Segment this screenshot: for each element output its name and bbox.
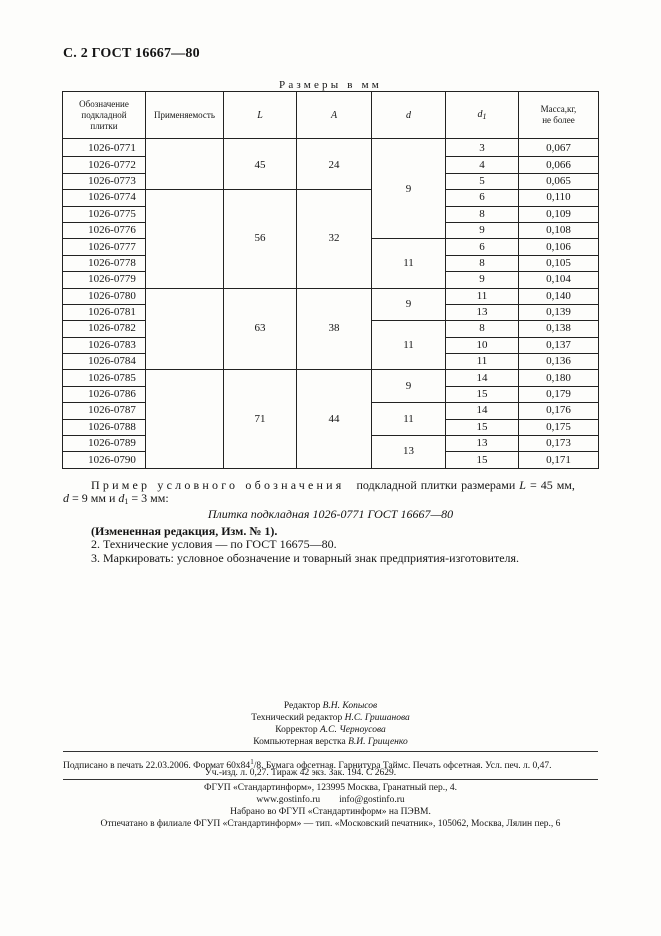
applicability-cell [146, 370, 224, 468]
d1-symbol: d [118, 491, 125, 505]
d1-cell: 11 [446, 288, 519, 304]
d-symbol: d [63, 491, 69, 505]
mass-cell: 0,176 [519, 403, 599, 419]
designation-cell: 1026-0788 [63, 419, 146, 435]
d1-cell: 13 [446, 304, 519, 320]
d1-cell: 13 [446, 436, 519, 452]
table-caption: Размеры в мм [279, 79, 382, 91]
imprint-layout [0, 736, 661, 748]
d-cell: 11 [372, 403, 446, 436]
example-text: подкладной плитки размерами [356, 478, 516, 492]
header-d1-sub: 1 [482, 111, 487, 121]
d-cell: 11 [372, 239, 446, 288]
L-cell: 45 [224, 139, 297, 190]
d1-cell: 15 [446, 386, 519, 402]
designation-cell: 1026-0771 [63, 139, 146, 157]
divider [63, 751, 598, 752]
header-designation-line: подкладной [81, 109, 127, 120]
d1-cell: 4 [446, 157, 519, 173]
L-symbol: L [519, 478, 526, 492]
applicability-cell [146, 139, 224, 190]
d1-cell: 14 [446, 370, 519, 386]
designation-cell: 1026-0785 [63, 370, 146, 386]
role: Редактор [283, 701, 321, 711]
d1-cell: 15 [446, 419, 519, 435]
mass-cell: 0,109 [519, 206, 599, 222]
table-row [63, 370, 599, 386]
typeset-note: Набрано во ФГУП «Стандартинформ» на ПЭВМ. [230, 807, 431, 817]
divider [63, 779, 598, 780]
amendment-note: (Измененная редакция, Изм. № 1). [91, 524, 278, 538]
header-L: L [224, 92, 297, 139]
applicability-cell [146, 288, 224, 370]
example-text-line [63, 491, 169, 506]
L-cell: 56 [224, 190, 297, 288]
header-mass-line: Масса,кг, [540, 104, 577, 114]
mass-cell: 0,175 [519, 419, 599, 435]
d1-cell: 6 [446, 239, 519, 255]
mass-cell: 0,066 [519, 157, 599, 173]
d1-cell: 15 [446, 452, 519, 468]
designation-cell: 1026-0779 [63, 272, 146, 288]
example-intro: Пример условного обозначения [91, 478, 345, 492]
designation-cell: 1026-0776 [63, 222, 146, 238]
d1-cell: 6 [446, 190, 519, 206]
designation-cell: 1026-0772 [63, 157, 146, 173]
header-applicability: Применяемость [146, 92, 224, 139]
print-data-line-2: Уч.-изд. л. 0,27. Тираж 42 экз. Зак. 194. С 2629. [205, 768, 397, 778]
d1-cell: 11 [446, 354, 519, 370]
dimensions-table [62, 91, 599, 469]
d1-cell: 9 [446, 222, 519, 238]
designation-cell: 1026-0781 [63, 304, 146, 320]
d1-subscript: 1 [124, 497, 129, 506]
table-row [63, 139, 599, 157]
d-cell: 13 [372, 436, 446, 469]
mass-cell: 0,110 [519, 190, 599, 206]
mass-cell: 0,104 [519, 272, 599, 288]
d-value: = 9 мм и [72, 491, 116, 505]
header-mass [519, 92, 599, 139]
designation-cell: 1026-0783 [63, 337, 146, 353]
d1-value: = 3 мм: [131, 491, 169, 505]
d1-cell: 14 [446, 403, 519, 419]
d1-cell: 8 [446, 255, 519, 271]
L-cell: 71 [224, 370, 297, 468]
role: Компьютерная верстка [253, 737, 346, 747]
role: Корректор [275, 725, 318, 735]
d1-cell: 10 [446, 337, 519, 353]
header-d1-main: d [477, 108, 483, 120]
designation-cell: 1026-0774 [63, 190, 146, 206]
mass-cell: 0,106 [519, 239, 599, 255]
A-cell: 32 [297, 190, 372, 288]
mass-cell: 0,136 [519, 354, 599, 370]
d-cell: 9 [372, 139, 446, 239]
publisher-address: ФГУП «Стандартинформ», 123995 Москва, Гранатный пер., 4. [203, 783, 458, 793]
d1-cell: 9 [446, 272, 519, 288]
clause-2: 2. Технические условия — по ГОСТ 16675—80. [91, 537, 337, 551]
designation-cell: 1026-0773 [63, 173, 146, 189]
designation-cell: 1026-0789 [63, 436, 146, 452]
designation-cell: 1026-0778 [63, 255, 146, 271]
designation-cell: 1026-0782 [63, 321, 146, 337]
publisher-web: www.gostinfo.ru info@gostinfo.ru [256, 795, 405, 805]
mass-cell: 0,140 [519, 288, 599, 304]
designation-cell: 1026-0790 [63, 452, 146, 468]
d1-cell: 8 [446, 206, 519, 222]
A-cell: 38 [297, 288, 372, 370]
d1-cell: 5 [446, 173, 519, 189]
d-cell: 9 [372, 288, 446, 321]
role: Технический редактор [251, 713, 343, 723]
mass-cell: 0,138 [519, 321, 599, 337]
imprint-tech-editor [0, 712, 661, 724]
d-cell: 9 [372, 370, 446, 403]
mass-cell: 0,067 [519, 139, 599, 157]
mass-cell: 0,065 [519, 173, 599, 189]
person: В.И. Грищенко [348, 737, 408, 747]
d-cell: 11 [372, 321, 446, 370]
clause-3: 3. Маркировать: условное обозначение и товарный знак предприятия-изготовителя. [91, 551, 520, 565]
person: Н.С. Гришанова [344, 713, 410, 723]
mass-cell: 0,179 [519, 386, 599, 402]
mass-cell: 0,137 [519, 337, 599, 353]
mass-cell: 0,171 [519, 452, 599, 468]
applicability-cell [146, 190, 224, 288]
mass-cell: 0,108 [519, 222, 599, 238]
L-cell: 63 [224, 288, 297, 370]
imprint-editor [0, 700, 661, 712]
person: А.С. Черноусова [319, 725, 386, 735]
header-designation [63, 92, 146, 139]
signed-rest: /8. Бумага офсетная. Гарнитура Таймс. Печать офсетная. Усл. печ. л. 0,47. [253, 761, 552, 772]
table-row [63, 288, 599, 304]
header-d1 [446, 92, 519, 139]
d1-cell: 3 [446, 139, 519, 157]
designation-cell: 1026-0787 [63, 403, 146, 419]
header-designation-line: Обозначение [79, 98, 129, 109]
header-designation-line: плитки [90, 120, 118, 131]
printed-note: Отпечатано в филиале ФГУП «Стандартинформ» — тип. «Московский печатник», 105062, Москва, Лялин пер., 6 [100, 819, 561, 829]
signed-text: Подписано в печать 22.03.2006. Формат 60х84 [63, 761, 251, 772]
designation-cell: 1026-0786 [63, 386, 146, 402]
designation-cell: 1026-0777 [63, 239, 146, 255]
designation-cell: 1026-0775 [63, 206, 146, 222]
A-cell: 24 [297, 139, 372, 190]
designation-example: Плитка подкладная 1026-0771 ГОСТ 16667—80 [207, 507, 454, 521]
table-row [63, 190, 599, 206]
page-header: С. 2 ГОСТ 16667—80 [63, 46, 200, 61]
mass-cell: 0,139 [519, 304, 599, 320]
A-cell: 44 [297, 370, 372, 468]
designation-cell: 1026-0780 [63, 288, 146, 304]
d1-cell: 8 [446, 321, 519, 337]
format-sup: 1 [250, 758, 254, 766]
header-mass-line: не более [542, 115, 575, 125]
imprint-corrector [0, 724, 661, 736]
L-value: = 45 мм, [529, 478, 575, 492]
header-d: d [372, 92, 446, 139]
table-header-row [63, 92, 599, 139]
header-A: A [297, 92, 372, 139]
mass-cell: 0,105 [519, 255, 599, 271]
designation-cell: 1026-0784 [63, 354, 146, 370]
mass-cell: 0,180 [519, 370, 599, 386]
mass-cell: 0,173 [519, 436, 599, 452]
person: В.Н. Копысов [322, 701, 378, 711]
